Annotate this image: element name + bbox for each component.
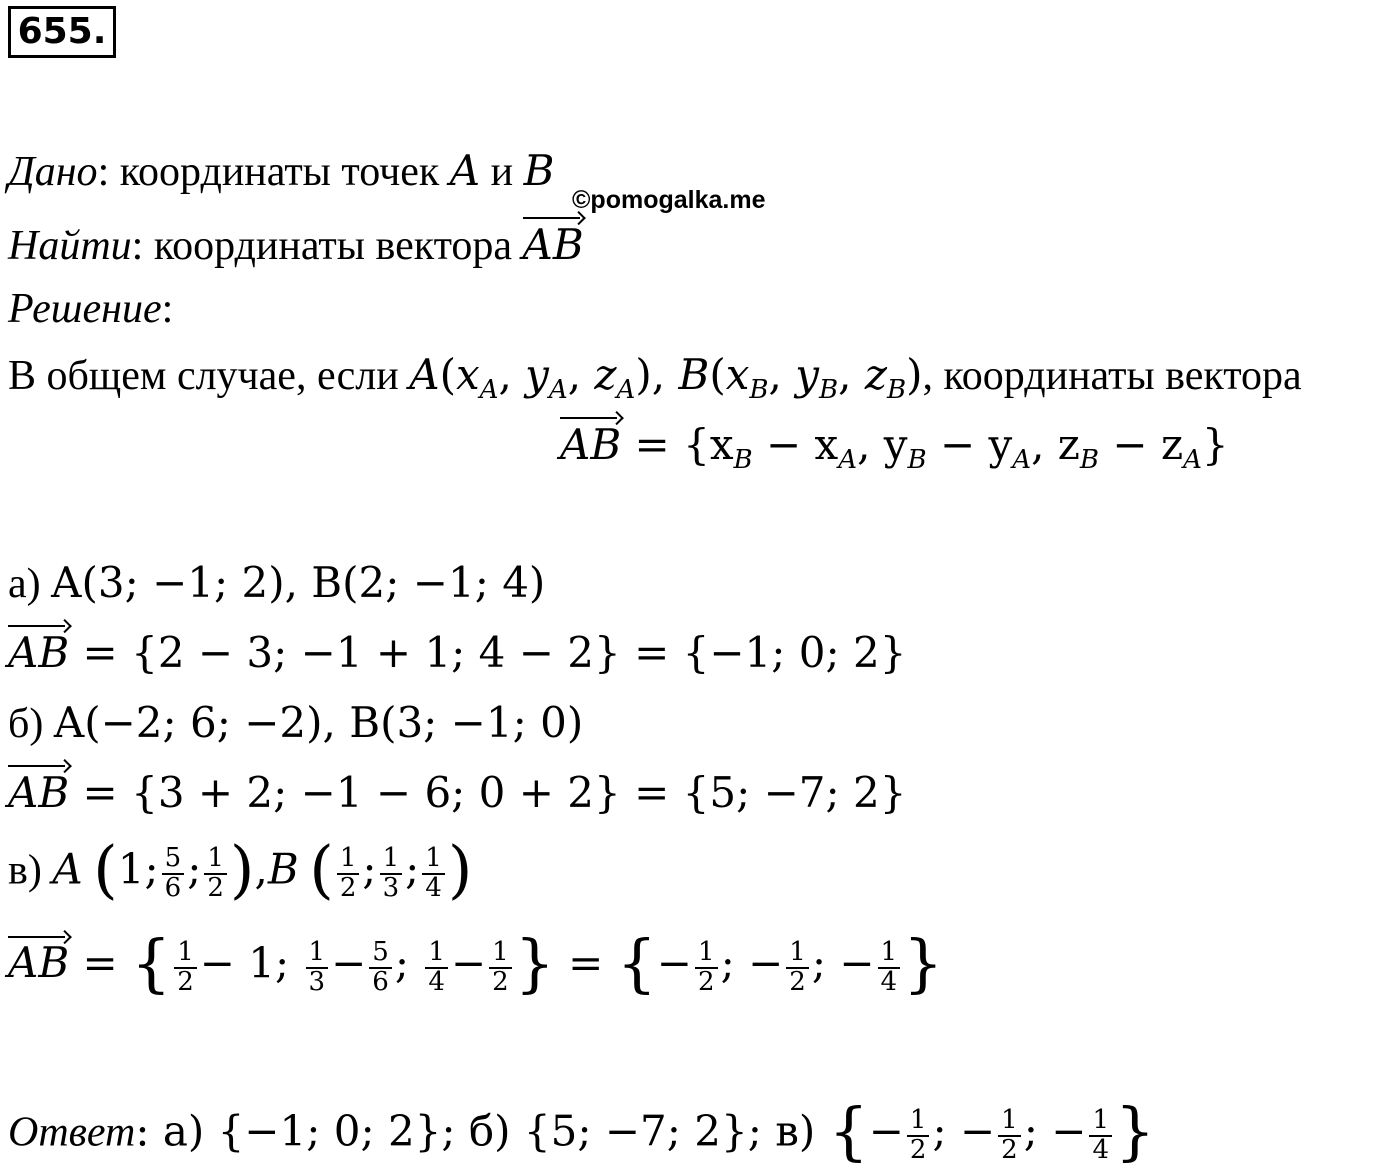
part-v-points: в) A (1; $\frac{5}{6}$ ; $\frac{1}{2}$ ),B ( $\frac{1}{2}$ ; $\frac{1}{3}$ ; $\frac{1}{4}$ ): [8, 833, 473, 906]
part-a-points: а) A(3; −1; 2), B(2; −1; 4): [8, 558, 546, 607]
given-line: Дано: координаты точек A и B: [8, 146, 555, 195]
vector-ab: AB: [560, 424, 621, 466]
part-b-calc: AB = {3 + 2; −1 − 6; 0 + 2} = {5; −7; 2}: [8, 772, 906, 815]
solution-line: Решение:: [8, 286, 174, 332]
vector-arrow-icon: [8, 620, 69, 633]
find-label: Найти: [8, 223, 132, 269]
part-v-calc: AB = { $\frac{1}{2}$ − 1; $\frac{1}{3}$ − $\frac{5}{6}$ ; $\frac{1}{4}$ − $\frac{1}{2}$ } = {− $\frac{1}{2}$ ; − $\frac{1}{2}$ ; − $\frac{1}{4}$ }: [8, 927, 944, 1000]
find-line: Найти: координаты вектора AB: [8, 224, 584, 267]
vector-arrow-icon: [8, 931, 69, 944]
vector-ab: AB: [8, 632, 69, 674]
vector-arrow-icon: [523, 212, 584, 225]
general-formula: AB = {$x_B - x_A$, $y_B - y_A$, $z_B - z_A$}: [560, 424, 1229, 473]
task-number: 655.: [8, 6, 116, 58]
vector-arrow-icon: [560, 412, 621, 425]
vector-ab: AB: [8, 942, 69, 984]
answer-label: Ответ: [8, 1109, 136, 1156]
answer-line: Ответ: а) {−1; 0; 2}; б) {5; −7; 2}; в) {− $\frac{1}{2}$ ; − $\frac{1}{2}$ ; − $\frac{1}{4}$ }: [8, 1095, 1156, 1168]
solution-label: Решение: [8, 286, 162, 332]
vector-ab: AB: [8, 772, 69, 814]
general-case-line: В общем случае, если $A(x_A$, $y_A$, $z_A$), $B(x_B$, $y_B$, $z_B$), координаты вектора: [8, 350, 1302, 406]
vector-ab: AB: [523, 224, 584, 266]
part-b-points: б) A(−2; 6; −2), B(3; −1; 0): [8, 698, 584, 747]
given-label: Дано: [8, 149, 98, 195]
watermark: ©pomogalka.me: [572, 186, 766, 214]
part-a-calc: AB = {2 − 3; −1 + 1; 4 − 2} = {−1; 0; 2}: [8, 632, 906, 675]
vector-arrow-icon: [8, 760, 69, 773]
